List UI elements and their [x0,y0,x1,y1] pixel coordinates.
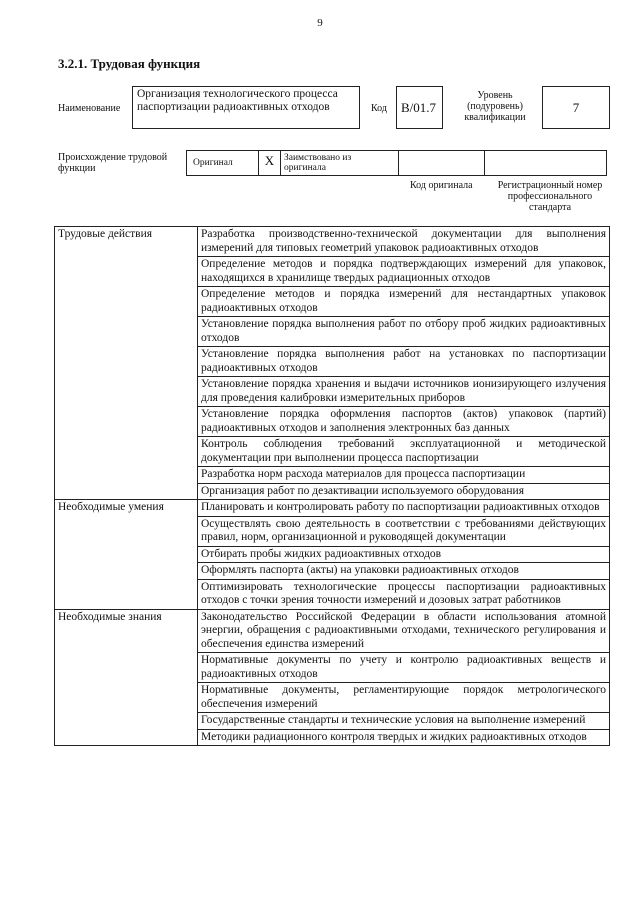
item-cell: Методики радиационного контроля твердых и жидких радиоактивных отходов [198,729,610,746]
page-number: 9 [317,17,323,29]
item-cell: Нормативные документы по учету и контролю радиоактивных веществ и радиоактивных отходов [198,653,610,683]
item-cell: Разработка норм расхода материалов для процесса паспортизации [198,467,610,484]
item-cell: Разработка производственно-технической документации для выполнения измерений для типовых геометрий упаковок радиоактивных отходов [198,227,610,257]
name-value: Организация технологического процесса паспортизации радиоактивных отходов [132,86,360,129]
item-cell: Определение методов и порядка подтверждающих измерений для упаковок, находящихся в хранилище твердых радиационных отходов [198,257,610,287]
item-cell: Контроль соблюдения требований эксплуатационной и методической документации при выполнении процесса паспортизации [198,437,610,467]
item-cell: Осуществлять свою деятельность в соответствии с требованиями действующих правил, норм, организационной и руководящей документации [198,516,610,546]
item-cell: Установление порядка выполнения работ по отбору проб жидких радиоактивных отходов [198,317,610,347]
origin-label: Происхождение трудовой функции [58,152,168,174]
section-title: 3.2.1. Трудовая функция [58,56,201,71]
item-cell: Отбирать пробы жидких радиоактивных отходов [198,546,610,563]
item-cell: Оптимизировать технологические процессы паспортизации радиоактивных отходов с точки зрения точности измерений и дозовых затрат работников [198,579,610,609]
category-cell: Трудовые действия [55,227,198,500]
origin-mark: X [259,151,281,176]
code-label: Код [371,103,387,114]
item-cell: Установление порядка хранения и выдачи источников ионизирующего излучения для проведения калибровки измерительных приборов [198,377,610,407]
item-cell: Государственные стандарты и технические условия на выполнение измерений [198,713,610,730]
reg-number-caption: Регистрационный номер профессионального стандарта [497,180,603,213]
level-label: Уровень (подуровень) квалификации [464,90,526,123]
function-table [54,226,610,746]
code-original-caption: Код оригинала [410,180,473,191]
category-cell: Необходимые умения [55,500,198,610]
table-row [55,500,610,517]
item-cell: Нормативные документы, регламентирующие порядок метрологического обеспечения измерений [198,683,610,713]
item-cell: Установление порядка выполнения работ на установках по паспортизации радиоактивных отходов [198,347,610,377]
code-value: B/01.7 [396,86,443,129]
table-row [55,227,610,257]
item-cell: Определение методов и порядка измерений для нестандартных упаковок радиоактивных отходов [198,287,610,317]
item-cell: Оформлять паспорта (акты) на упаковки радиоактивных отходов [198,563,610,580]
origin-borrowed: Заимствовано из оригинала [281,151,399,176]
item-cell: Установление порядка оформления паспортов (актов) упаковок (партий) радиоактивных отходов и заполнения электронных баз данных [198,407,610,437]
category-cell: Необходимые знания [55,609,198,746]
origin-reg-cell [485,151,607,176]
item-cell: Организация работ по дезактивации используемого оборудования [198,483,610,500]
origin-original-cell [187,151,259,176]
table-row [55,609,610,653]
item-cell: Законодательство Российской Федерации в области использования атомной энергии, обращения с радиоактивными отходами, технического регулирования и обеспечения единства измерений [198,609,610,653]
item-cell: Планировать и контролировать работу по паспортизации радиоактивных отходов [198,500,610,517]
origin-table [186,150,607,176]
level-value: 7 [542,86,610,129]
origin-original: Оригинал [193,158,233,168]
name-label: Наименование [58,103,121,114]
origin-code-cell [399,151,485,176]
